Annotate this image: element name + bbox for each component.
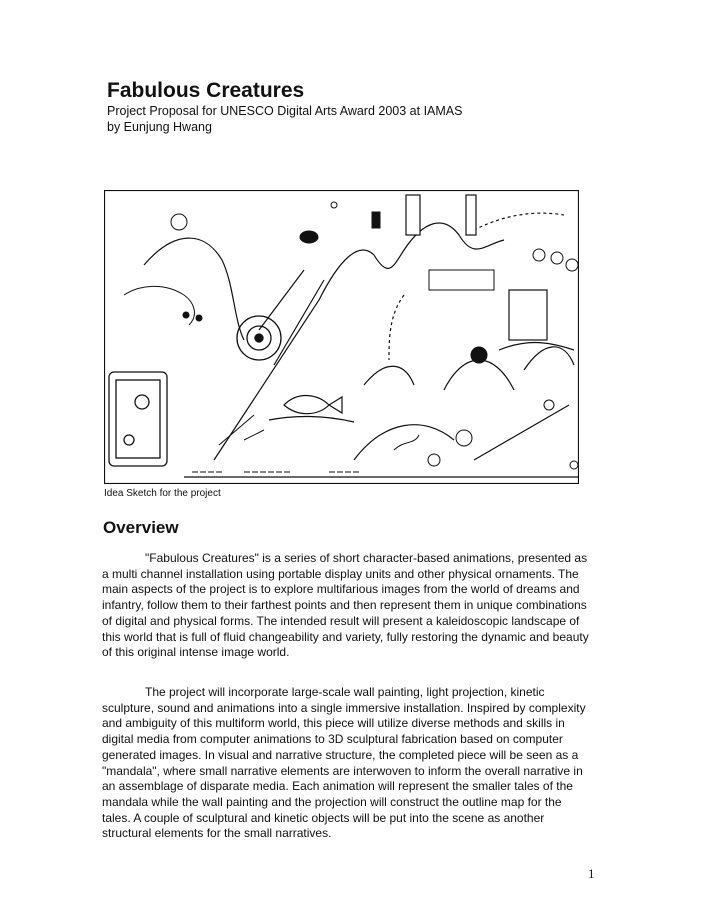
overview-paragraph-1: "Fabulous Creatures" is a series of short character-based animations, presented as a multi channel installation using portable display units and other physical ornaments. The main aspects of the project is to explore multifarious images from the world of dreams and infantry, follow them to their farthest points and then represent them in unique combinations of digital and physical forms. The intended result will present a kaleidoscopic landscape of this world that is full of fluid changeability and variety, fully restoring the dynamic and beauty of this original intense image world. — [102, 551, 589, 660]
author-byline: by Eunjung Hwang — [107, 120, 212, 134]
figure-caption: Idea Sketch for the project — [104, 488, 221, 499]
document-subtitle: Project Proposal for UNESCO Digital Arts Award 2003 at IAMAS — [107, 104, 463, 118]
overview-heading: Overview — [103, 518, 179, 537]
overview-paragraph-2: The project will incorporate large-scale wall painting, light projection, kinetic sculpture, sound and animations into a single immersive installation. Inspired by complexity and ambiguity of this multiform world, this piece will utilize diverse methods and skills in digital media from computer animations to 3D sculptural fabrication based on computer generated images. In visual and narrative structure, the completed piece will be seen as a "mandala", where small narrative elements are interwoven to inform the overall narrative in an assemblage of disparate media. Each animation will represent the smaller tales of the mandala while the wall painting and the projection will construct the outline map for the tales. A couple of sculptural and kinetic objects will be put into the scene as another structural elements for the small narratives. — [102, 685, 586, 841]
idea-sketch-figure — [104, 190, 579, 484]
page-number: 1 — [588, 866, 595, 881]
document-title: Fabulous Creatures — [107, 79, 305, 102]
sketch-frame — [105, 191, 579, 484]
